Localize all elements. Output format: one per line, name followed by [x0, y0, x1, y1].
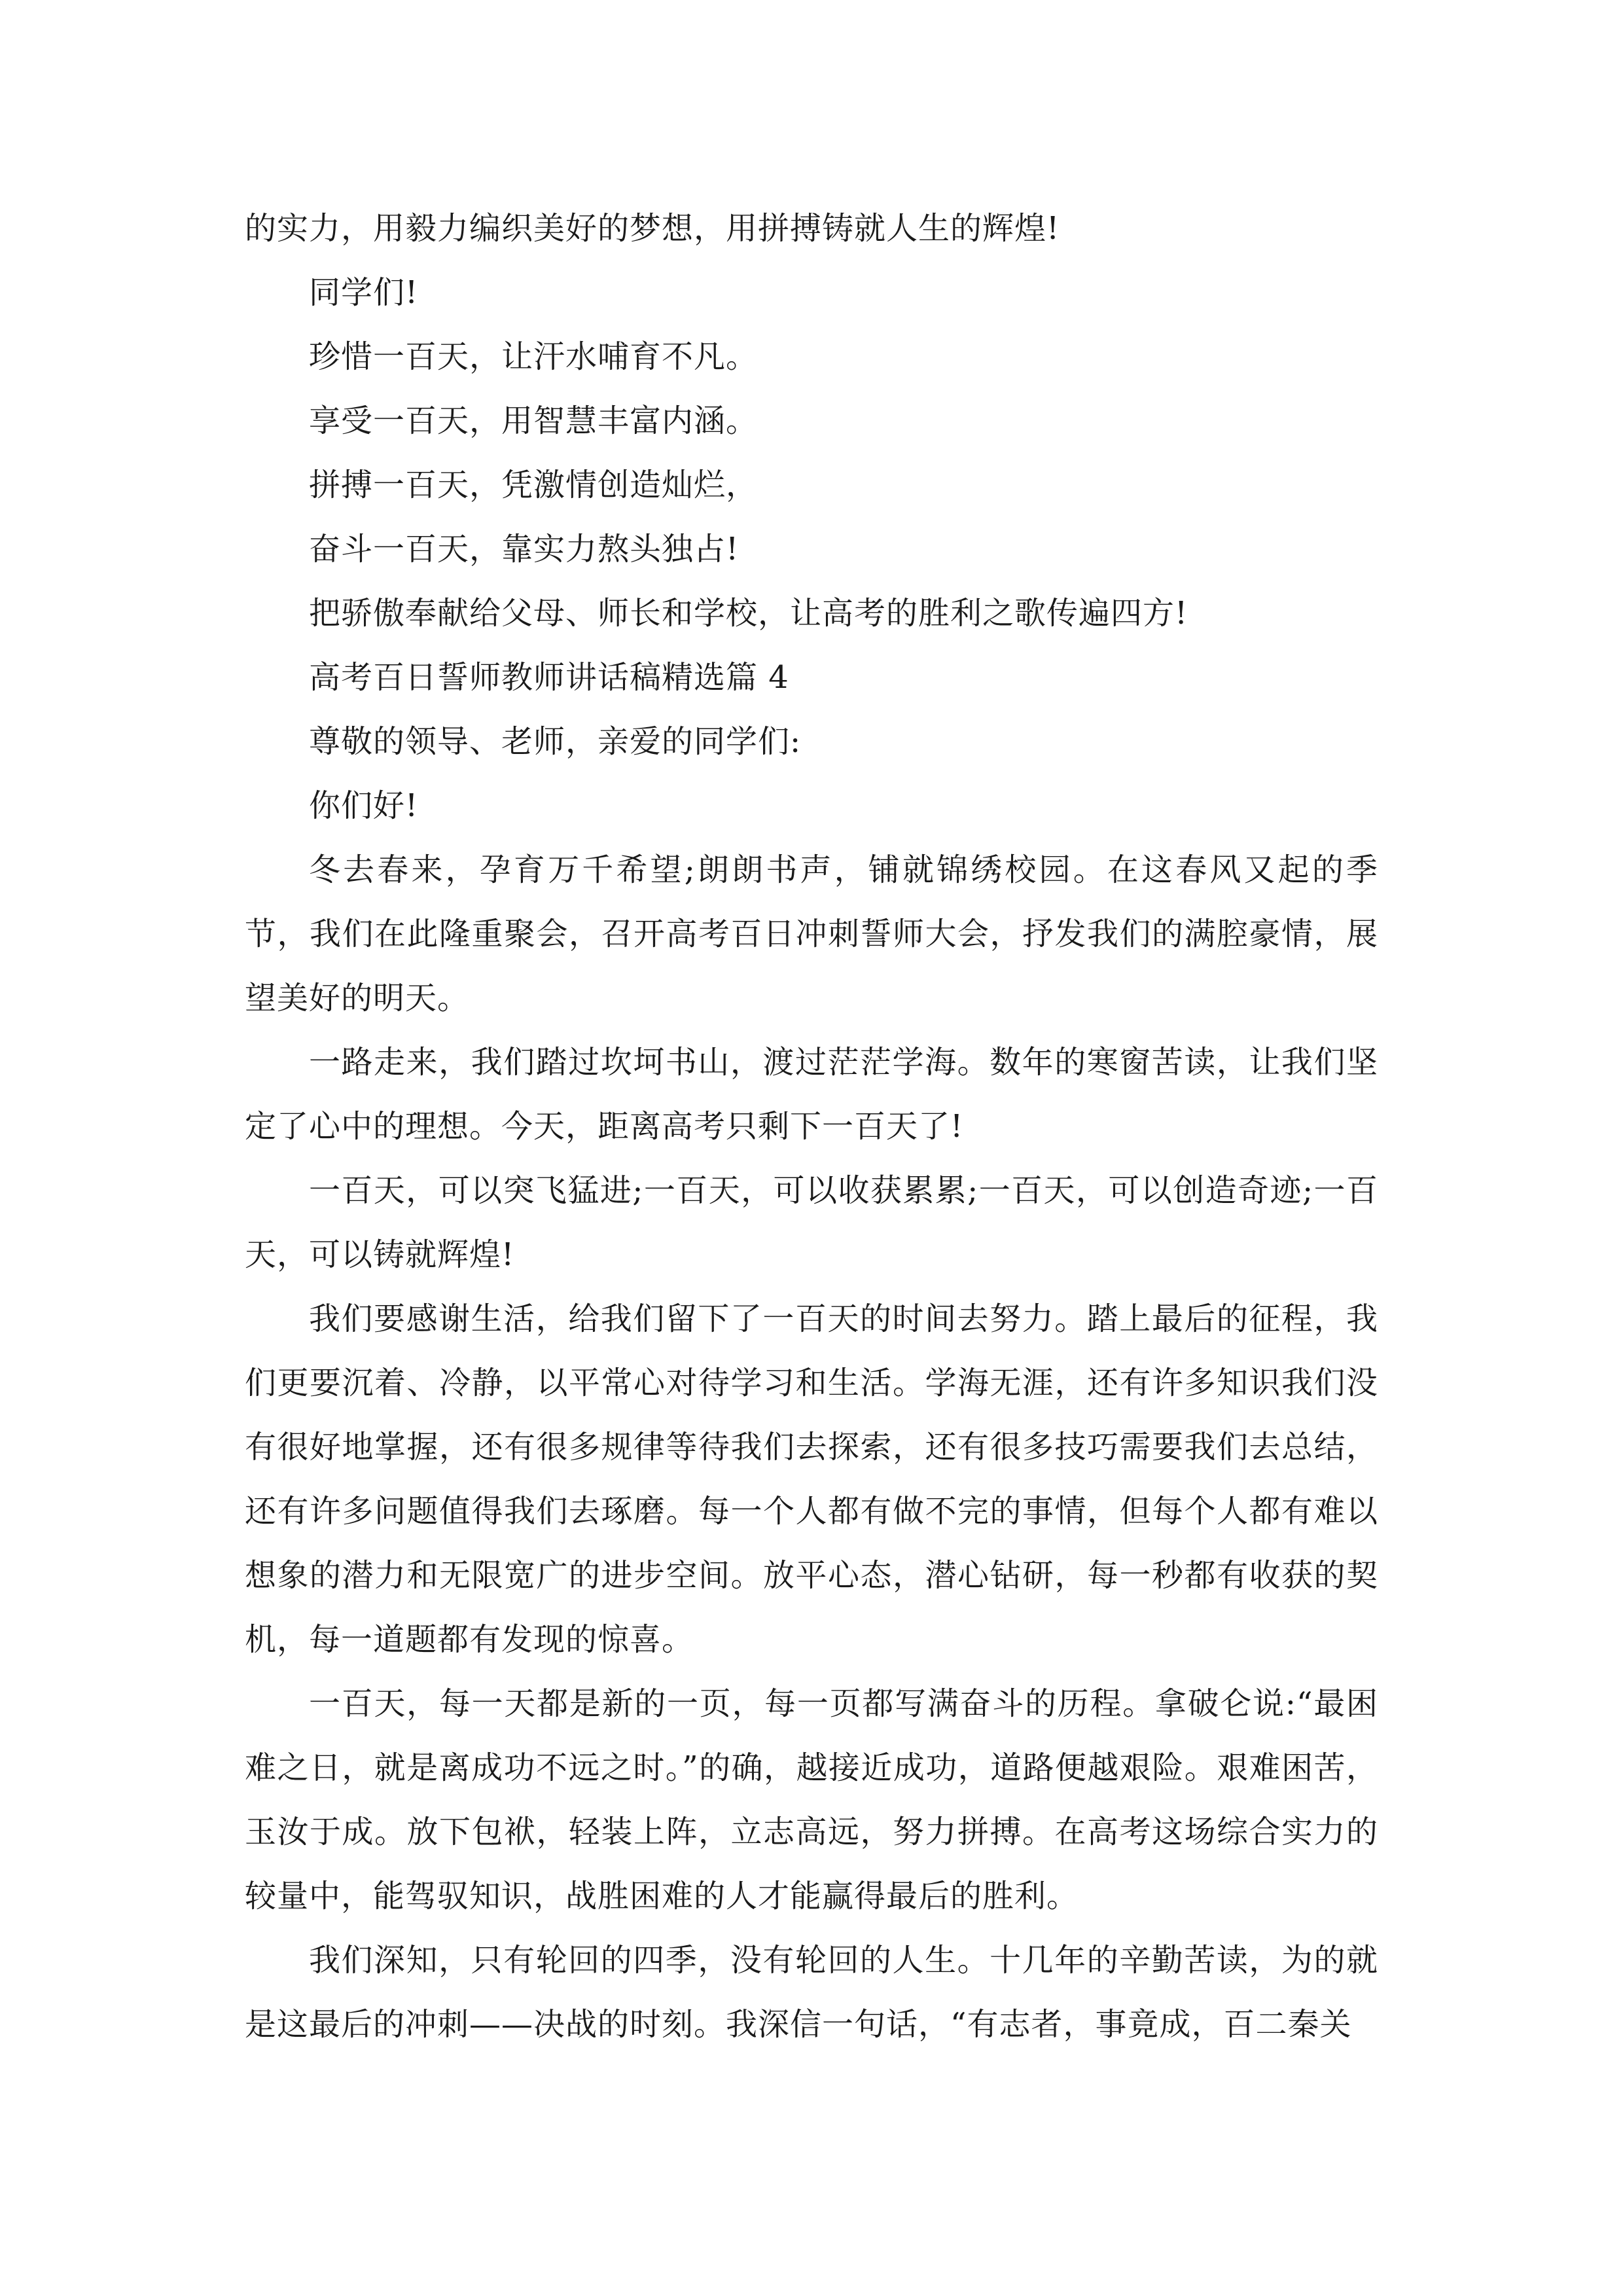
- section-heading: 高考百日誓师教师讲话稿精选篇 4: [309, 659, 789, 696]
- paragraph: 一路走来，我们踏过坎坷书山，渡过茫茫学海。数年的寒窗苦读，让我们坚定了心中的理想。今天，距离高考只剩下一百天了!: [245, 1044, 1378, 1145]
- paragraph: 的实力，用毅力编织美好的梦想，用拼搏铸就人生的辉煌!: [245, 210, 1060, 247]
- salutation: 尊敬的领导、老师，亲爱的同学们:: [309, 723, 802, 760]
- paragraph: 珍惜一百天，让汗水哺育不凡。: [309, 338, 758, 375]
- document-body: [245, 196, 1378, 2056]
- paragraph: 一百天，每一天都是新的一页，每一页都写满奋斗的历程。拿破仑说:“最困难之日，就是离成功不远之时。”的确，越接近成功，道路便越艰险。艰难困苦，玉汝于成。放下包袱，轻装上阵，立志高远，努力拼搏。在高考这场综合实力的较量中，能驾驭知识，战胜困难的人才能赢得最后的胜利。: [245, 1685, 1378, 1914]
- paragraph: 同学们!: [309, 274, 419, 311]
- paragraph: 我们要感谢生活，给我们留下了一百天的时间去努力。踏上最后的征程，我们更要沉着、冷静，以平常心对待学习和生活。学海无涯，还有许多知识我们没有很好地掌握，还有很多规律等待我们去探索，还有很多技巧需要我们去总结，还有许多问题值得我们去琢磨。每一个人都有做不完的事情，但每个人都有难以想象的潜力和无限宽广的进步空间。放平心态，潜心钻研，每一秒都有收获的契机，每一道题都有发现的惊喜。: [245, 1300, 1378, 1658]
- paragraph: 我们深知，只有轮回的四季，没有轮回的人生。十几年的辛勤苦读，为的就是这最后的冲刺——决战的时刻。我深信一句话，“有志者，事竟成，百二秦关: [245, 1942, 1378, 2043]
- paragraph: 拼搏一百天，凭激情创造灿烂，: [309, 467, 758, 503]
- paragraph: 奋斗一百天，靠实力熬头独占!: [309, 531, 740, 567]
- paragraph: 一百天，可以突飞猛进;一百天，可以收获累累;一百天，可以创造奇迹;一百天，可以铸就辉煌!: [245, 1172, 1378, 1273]
- paragraph: 把骄傲奉献给父母、师长和学校，让高考的胜利之歌传遍四方!: [309, 595, 1188, 632]
- paragraph: 冬去春来，孕育万千希望;朗朗书声，铺就锦绣校园。在这春风又起的季节，我们在此隆重聚会，召开高考百日冲刺誓师大会，抒发我们的满腔豪情，展望美好的明天。: [245, 852, 1378, 1016]
- greeting: 你们好!: [309, 787, 419, 824]
- paragraph: 享受一百天，用智慧丰富内涵。: [309, 403, 758, 439]
